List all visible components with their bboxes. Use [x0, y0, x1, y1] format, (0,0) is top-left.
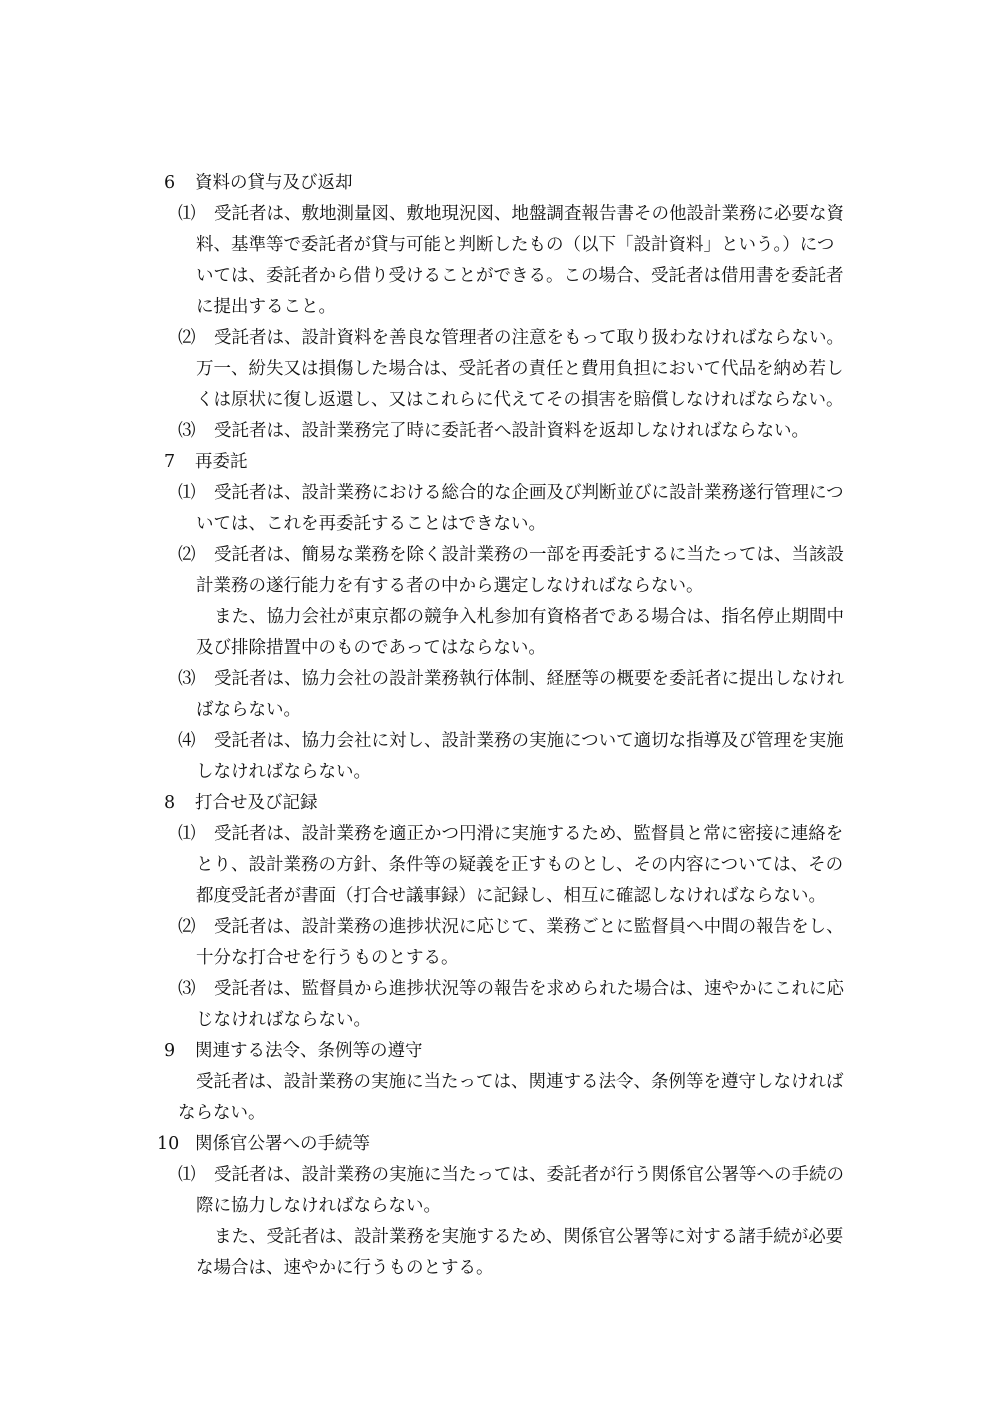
item-line [178, 421, 809, 441]
item-line [178, 204, 844, 224]
item-text: 受託者は、設計業務の進捗状況に応じて、業務ごとに監督員へ中間の報告をし、 [214, 917, 844, 937]
item-mark: ⑴ [178, 204, 196, 224]
item-line [178, 731, 844, 751]
item-line: 料、基準等で委託者が貸与可能と判断したもの（以下「設計資料」という。）につ [196, 235, 835, 255]
section-title: 関連する法令、条例等の遵守 [195, 1041, 423, 1061]
item-line [178, 483, 844, 503]
section-number: 9 [164, 1041, 176, 1061]
item-mark: ⑶ [178, 421, 196, 441]
item-line: また、協力会社が東京都の競争入札参加有資格者である場合は、指名停止期間中 [214, 607, 844, 627]
section-number: 7 [164, 452, 176, 472]
item-line: 及び排除措置中のものであってはならない。 [196, 638, 546, 658]
item-line: 際に協力しなければならない。 [196, 1196, 441, 1216]
item-line: また、受託者は、設計業務を実施するため、関係官公署等に対する諸手続が必要 [214, 1227, 844, 1247]
item-line: とり、設計業務の方針、条件等の疑義を正すものとし、その内容については、その [196, 855, 844, 875]
item-text: 受託者は、設計業務における総合的な企画及び判断並びに設計業務遂行管理につ [214, 483, 844, 503]
item-line [178, 328, 844, 348]
item-line [178, 1165, 844, 1185]
section-number: 6 [164, 173, 176, 193]
section-number: 10 [157, 1134, 180, 1154]
section-heading [164, 1041, 423, 1061]
item-text: 受託者は、協力会社に対し、設計業務の実施について適切な指導及び管理を実施 [214, 731, 844, 751]
item-line: 計業務の遂行能力を有する者の中から選定しなければならない。 [196, 576, 704, 596]
body-line: 受託者は、設計業務の実施に当たっては、関連する法令、条例等を遵守しなければ [196, 1072, 844, 1092]
item-line: ばならない。 [196, 700, 301, 720]
item-mark: ⑵ [178, 545, 196, 565]
item-line: 万一、紛失又は損傷した場合は、受託者の責任と費用負担において代品を納め若し [196, 359, 844, 379]
item-line: 都度受託者が書面（打合せ議事録）に記録し、相互に確認しなければならない。 [196, 886, 826, 906]
body-line: ならない。 [178, 1103, 266, 1123]
section-number: 8 [164, 793, 176, 813]
item-mark: ⑴ [178, 824, 196, 844]
item-text: 受託者は、協力会社の設計業務執行体制、経歴等の概要を委託者に提出しなけれ [214, 669, 844, 689]
item-mark: ⑵ [178, 917, 196, 937]
section-heading [164, 793, 318, 813]
item-mark: ⑷ [178, 731, 196, 751]
item-line [178, 824, 843, 844]
section-heading [164, 452, 248, 472]
item-line: 十分な打合せを行うものとする。 [196, 948, 459, 968]
item-line: いては、委託者から借り受けることができる。この場合、受託者は借用書を委託者 [196, 266, 844, 286]
section-title: 再委託 [195, 452, 248, 472]
item-line [178, 545, 844, 565]
item-text: 受託者は、監督員から進捗状況等の報告を求められた場合は、速やかにこれに応 [214, 979, 844, 999]
item-mark: ⑵ [178, 328, 196, 348]
item-line: に提出すること。 [196, 297, 336, 317]
item-line [178, 669, 844, 689]
item-mark: ⑶ [178, 669, 196, 689]
item-line [178, 917, 844, 937]
item-text: 受託者は、設計業務の実施に当たっては、委託者が行う関係官公署等への手続の [214, 1165, 844, 1185]
item-text: 受託者は、敷地測量図、敷地現況図、地盤調査報告書その他設計業務に必要な資 [214, 204, 844, 224]
item-text: 受託者は、設計業務を適正かつ円滑に実施するため、監督員と常に密接に連絡を [214, 824, 844, 844]
section-heading [164, 173, 353, 193]
item-text: 受託者は、簡易な業務を除く設計業務の一部を再委託するに当たっては、当該設 [214, 545, 844, 565]
item-text: 受託者は、設計資料を善良な管理者の注意をもって取り扱わなければならない。 [214, 328, 844, 348]
item-line: な場合は、速やかに行うものとする。 [196, 1258, 494, 1278]
section-heading [157, 1134, 370, 1154]
item-mark: ⑶ [178, 979, 196, 999]
item-line: じなければならない。 [196, 1010, 371, 1030]
item-line: くは原状に復し返還し、又はこれらに代えてその損害を賠償しなければならない。 [196, 390, 844, 410]
item-line: しなければならない。 [196, 762, 371, 782]
section-title: 資料の貸与及び返却 [195, 173, 353, 193]
item-mark: ⑴ [178, 483, 196, 503]
item-line [178, 979, 844, 999]
item-mark: ⑴ [178, 1165, 196, 1185]
section-title: 打合せ及び記録 [195, 793, 318, 813]
item-text: 受託者は、設計業務完了時に委託者へ設計資料を返却しなければならない。 [214, 421, 809, 441]
section-title: 関係官公署への手続等 [195, 1134, 370, 1154]
item-line: いては、これを再委託することはできない。 [196, 514, 546, 534]
